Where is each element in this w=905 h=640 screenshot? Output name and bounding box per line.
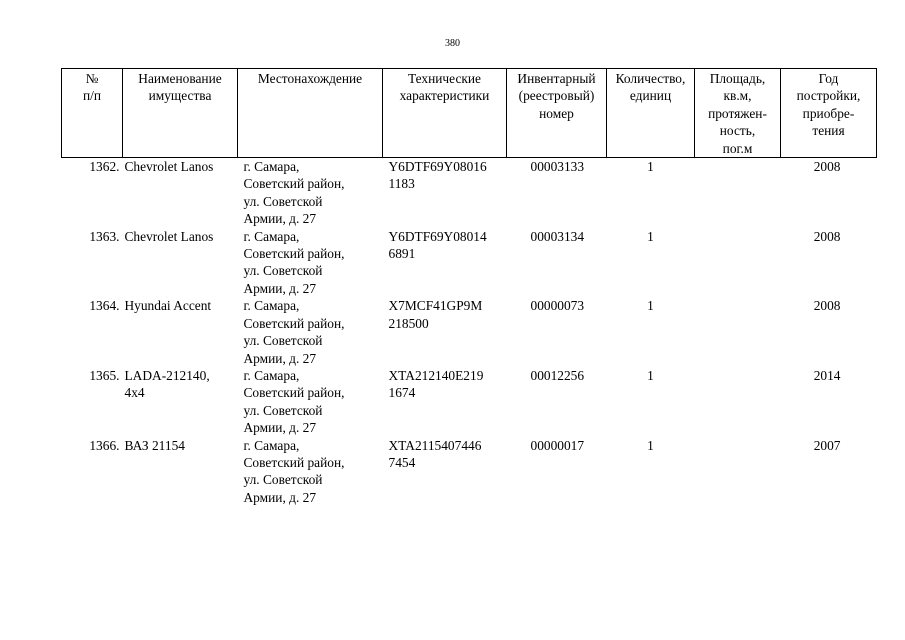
property-location: г. Самара, Советский район, ул. Советской Армии, д. 27 — [243, 228, 345, 296]
row-number: 1365. — [89, 367, 120, 383]
row-number: 1363. — [89, 228, 120, 244]
property-name: Chevrolet Lanos — [124, 159, 214, 175]
quantity: 1 — [647, 228, 654, 244]
property-tech: XTA212140E219 1674 — [388, 367, 484, 401]
property-table — [61, 68, 877, 506]
inventory-number: 00003133 — [530, 159, 585, 175]
property-tech: Y6DTF69Y08016 1183 — [388, 159, 487, 192]
header-name: Наименование имущества — [123, 69, 238, 158]
property-location: г. Самара, Советский район, ул. Советской Армии, д. 27 — [243, 437, 345, 505]
property-name: LADA-212140, 4х4 — [124, 367, 210, 401]
quantity: 1 — [647, 437, 654, 453]
header-year: Год постройки, приобре- тения — [781, 69, 877, 158]
year: 2008 — [813, 159, 841, 175]
year: 2014 — [813, 367, 841, 383]
quantity: 1 — [647, 298, 654, 314]
property-name: Hyundai Accent — [124, 298, 212, 314]
header-inventory: Инвентарный (реестровый) номер — [507, 69, 607, 158]
property-tech: Y6DTF69Y08014 6891 — [388, 228, 487, 262]
area — [695, 367, 781, 437]
property-tech: XTA2115407446 7454 — [388, 437, 482, 470]
table-row — [62, 228, 877, 298]
row-number: 1362. — [89, 159, 120, 175]
table-row — [62, 297, 877, 367]
header-area: Площадь, кв.м, протяжен- ность, пог.м — [695, 69, 781, 158]
row-number: 1366. — [89, 437, 120, 453]
inventory-number: 00012256 — [530, 367, 585, 383]
property-location: г. Самара, Советский район, ул. Советской Армии, д. 27 — [243, 298, 345, 366]
property-tech: X7MCF41GP9M 218500 — [388, 298, 483, 331]
table-row — [62, 437, 877, 507]
table-row — [62, 158, 877, 228]
year: 2008 — [813, 228, 841, 244]
page-number: 380 — [445, 38, 460, 49]
inventory-number: 00000073 — [530, 298, 585, 314]
header-quantity: Количество, единиц — [607, 69, 695, 158]
property-name: ВАЗ 21154 — [124, 437, 185, 453]
header-number: № п/п — [62, 69, 123, 158]
row-number: 1364. — [89, 298, 120, 314]
inventory-number: 00003134 — [530, 228, 585, 244]
property-location: г. Самара, Советский район, ул. Советской Армии, д. 27 — [243, 367, 345, 436]
property-name: Chevrolet Lanos — [124, 228, 214, 244]
table-header-row — [62, 69, 877, 158]
area — [695, 158, 781, 228]
area — [695, 437, 781, 507]
quantity: 1 — [647, 159, 654, 175]
header-tech: Технические характеристики — [383, 69, 507, 158]
year: 2008 — [813, 298, 841, 314]
year: 2007 — [813, 437, 841, 453]
inventory-number: 00000017 — [530, 437, 585, 453]
area — [695, 228, 781, 298]
header-location: Местонахождение — [238, 69, 383, 158]
area — [695, 297, 781, 367]
table-row — [62, 367, 877, 437]
quantity: 1 — [647, 367, 654, 383]
property-location: г. Самара, Советский район, ул. Советской Армии, д. 27 — [243, 159, 345, 227]
